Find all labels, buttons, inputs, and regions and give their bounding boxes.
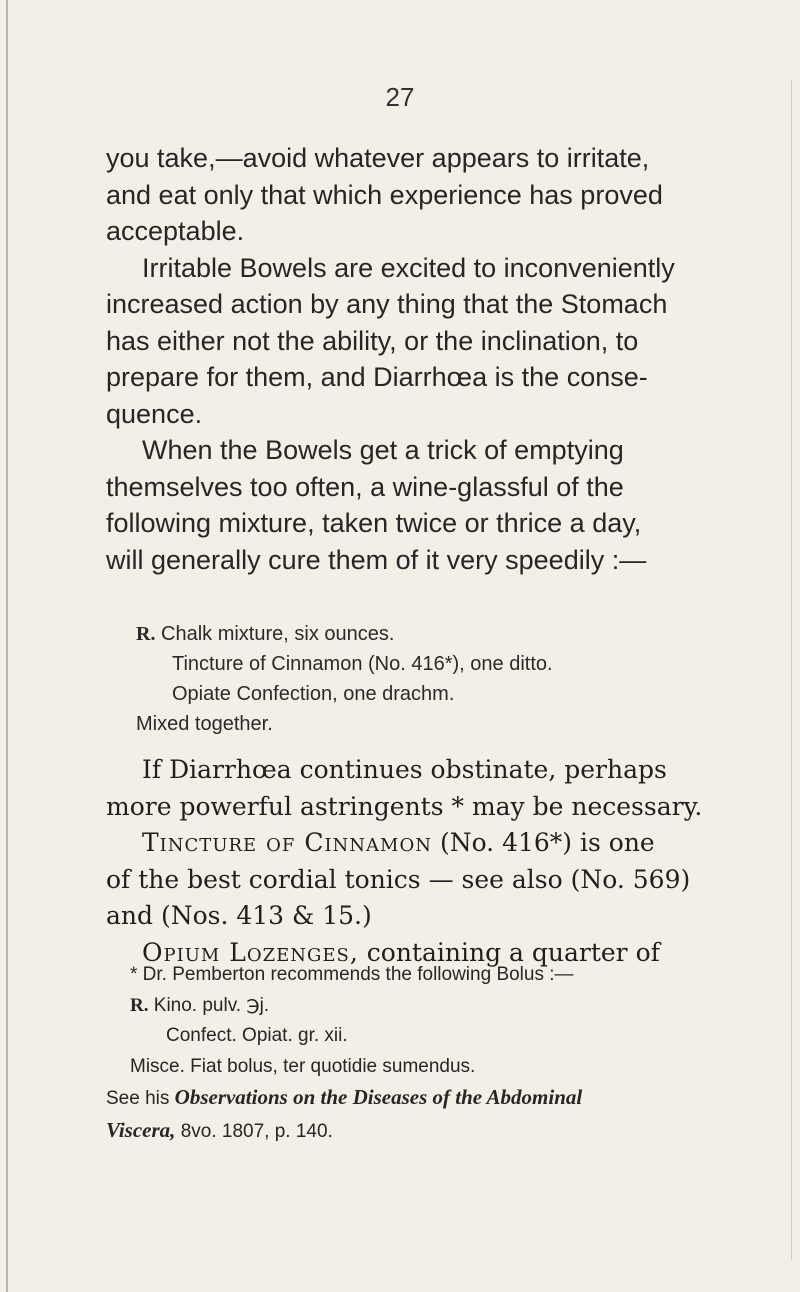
text-line: following mixture, taken twice or thrice a day, bbox=[106, 508, 642, 538]
recipe-instruction: Mixed together. bbox=[136, 713, 273, 735]
recipe-ingredient: Chalk mixture, six ounces. bbox=[161, 623, 395, 645]
recipe-line bbox=[136, 619, 776, 649]
text-line bbox=[106, 825, 766, 862]
text-line: increased action by any thing that the Stomach bbox=[106, 289, 668, 319]
page-edge-right bbox=[791, 80, 792, 1260]
footnote bbox=[106, 960, 766, 1147]
text-line: and (Nos. 413 & 15.) bbox=[106, 901, 372, 930]
body-paragraphs bbox=[106, 140, 756, 578]
citation-title: Viscera, bbox=[106, 1117, 176, 1142]
footnote-line: Misce. Fiat bolus, ter quotidie sumendus. bbox=[130, 1055, 476, 1077]
footnote-line bbox=[106, 1082, 766, 1115]
text-line: prepare for them, and Diarrhœa is the conse- bbox=[106, 362, 648, 392]
footnote-line: * Dr. Pemberton recommends the following Bolus :— bbox=[130, 964, 574, 985]
page-number: 27 bbox=[385, 82, 415, 112]
text-line: When the Bowels get a trick of emptying bbox=[142, 435, 624, 465]
recipe-block bbox=[136, 619, 776, 739]
footnote-line bbox=[106, 1115, 766, 1148]
text-line: has either not the ability, or the inclination, to bbox=[106, 325, 639, 356]
text-line: will generally cure them of it very speedily :— bbox=[106, 544, 647, 575]
citation-title: Observations on the Diseases of the Abdominal bbox=[174, 1085, 583, 1109]
section-heading-tincture: Tincture of Cinnamon bbox=[142, 828, 432, 857]
section-heading-opium: Opium Lozenges, bbox=[142, 937, 359, 967]
text-line: Irritable Bowels are excited to inconveniently bbox=[142, 252, 675, 283]
recipe-symbol: R. bbox=[130, 994, 149, 1016]
text-line: more powerful astringents * may be necessary. bbox=[106, 791, 703, 821]
recipe-ingredient: Tincture of Cinnamon (No. 416*), one ditto. bbox=[172, 653, 553, 675]
text-line: of the best cordial tonics — see also (No. 569) bbox=[106, 864, 691, 894]
text-segment: 8vo. 1807, p. 140. bbox=[175, 1120, 333, 1142]
text-segment: Kino. pulv. ℈j. bbox=[153, 994, 270, 1016]
text-segment: containing a quarter of bbox=[358, 937, 660, 967]
footnote-line bbox=[106, 991, 766, 1022]
text-line: you take,—avoid whatever appears to irritate, bbox=[106, 143, 650, 173]
recipe-ingredient: Opiate Confection, one drachm. bbox=[172, 683, 455, 705]
recipe-symbol: R. bbox=[136, 623, 156, 645]
text-segment: See his bbox=[106, 1088, 175, 1109]
text-line: If Diarrhœa continues obstinate, perhaps bbox=[142, 755, 667, 784]
text-line: themselves too often, a wine-glassful of the bbox=[106, 471, 624, 502]
lower-paragraphs bbox=[106, 752, 766, 971]
text-line: quence. bbox=[106, 398, 203, 429]
text-segment: (No. 416*) is one bbox=[432, 828, 655, 857]
text-line: acceptable. bbox=[106, 216, 245, 246]
text-line: and eat only that which experience has proved bbox=[106, 179, 663, 210]
footnote-line: Confect. Opiat. gr. xii. bbox=[166, 1025, 348, 1046]
page-edge-left bbox=[6, 0, 8, 1292]
